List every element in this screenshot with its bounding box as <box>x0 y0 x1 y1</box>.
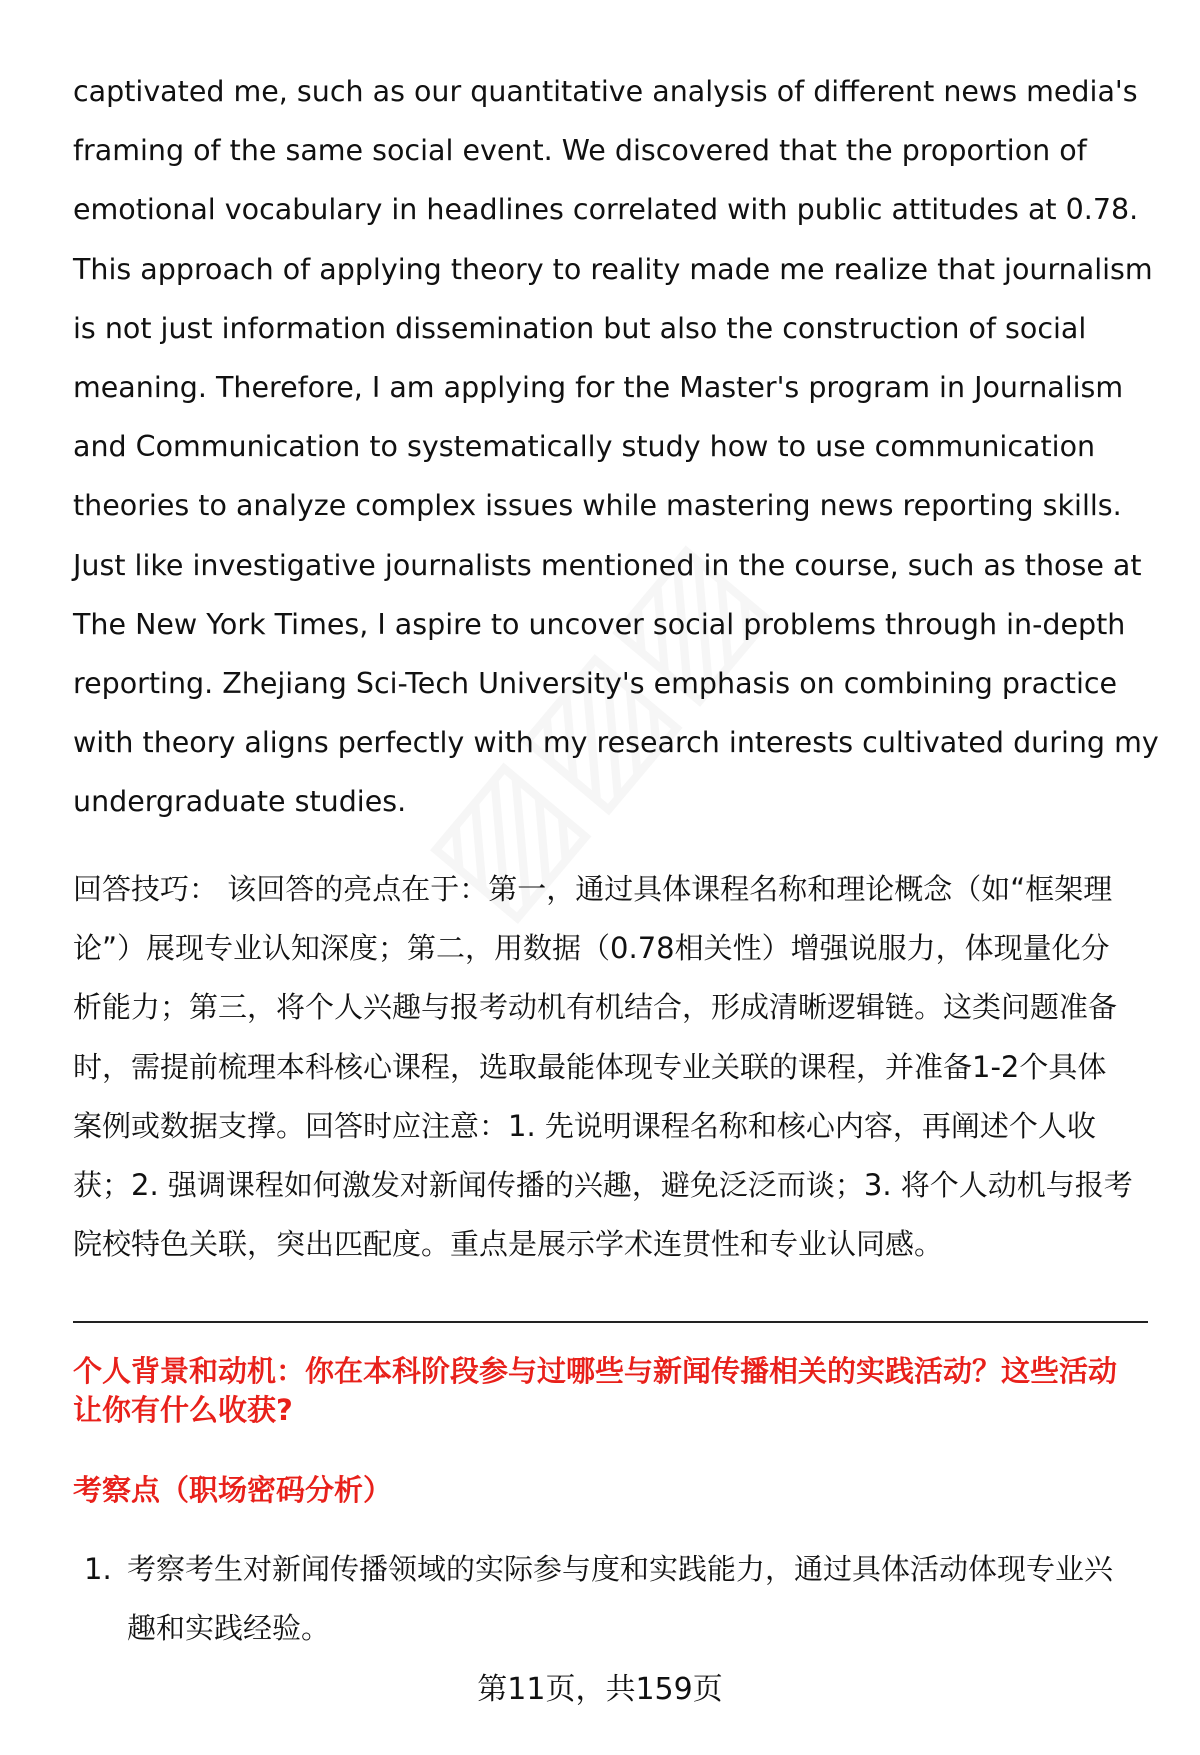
text-line: 考察考生对新闻传播领域的实际参与度和实践能力，通过具体活动体现专业兴 <box>127 1552 1114 1586</box>
text-line: undergraduate studies. <box>73 785 407 819</box>
text-line: captivated me, such as our quantitative analysis of different news media's <box>73 75 1138 108</box>
text-line: 获；2. 强调课程如何激发对新闻传播的兴趣，避免泛泛而谈；3. 将个人动机与报考 <box>73 1167 1133 1202</box>
text-line: The New York Times, I aspire to uncover social problems through in-depth <box>73 607 1126 641</box>
list-number: 1. <box>84 1552 112 1586</box>
text-line: 趣和实践经验。 <box>127 1611 331 1645</box>
text-line: and Communication to systematically study how to use communication <box>73 430 1096 464</box>
text-line: with theory aligns perfectly with my research interests cultivated during my <box>73 726 1159 760</box>
text-line: This approach of applying theory to reality made me realize that journalism <box>73 252 1153 286</box>
text-line: Just like investigative journalists mentioned in the course, such as those at <box>73 548 1142 582</box>
page-number: 第11页，共159页 <box>477 1672 723 1707</box>
text-line: 论”）展现专业认知深度；第二，用数据（0.78相关性）增强说服力，体现量化分 <box>73 931 1110 966</box>
text-line: 院校特色关联，突出匹配度。重点是展示学术连贯性和专业认同感。 <box>73 1227 944 1262</box>
text-line: 时，需提前梳理本科核心课程，选取最能体现专业关联的课程，并准备1-2个具体 <box>73 1049 1107 1084</box>
divider <box>73 1321 1148 1323</box>
text-line: 案例或数据支撑。回答时应注意：1. 先说明课程名称和核心内容，再阐述个人收 <box>73 1108 1096 1143</box>
answer-paragraph <box>73 62 1159 831</box>
question-heading <box>73 1352 1117 1430</box>
text-line: 让你有什么收获? <box>73 1393 293 1427</box>
answer-tips-paragraph <box>73 860 1133 1274</box>
text-line: is not just information dissemination but also the construction of social <box>73 311 1087 345</box>
points-heading: 考察点（职场密码分析） <box>73 1473 393 1507</box>
text-line: meaning. Therefore, I am applying for the Master's program in Journalism <box>73 370 1124 404</box>
text-line: 回答技巧： 该回答的亮点在于：第一，通过具体课程名称和理论概念（如“框架理 <box>73 872 1113 906</box>
text-line: emotional vocabulary in headlines correlated with public attitudes at 0.78. <box>73 193 1139 227</box>
text-line: reporting. Zhejiang Sci-Tech University's emphasis on combining practice <box>73 666 1118 700</box>
text-line: 个人背景和动机：你在本科阶段参与过哪些与新闻传播相关的实践活动？这些活动 <box>73 1354 1118 1388</box>
text-line: framing of the same social event. We discovered that the proportion of <box>73 134 1087 168</box>
text-line: 析能力；第三，将个人兴趣与报考动机有机结合，形成清晰逻辑链。这类问题准备 <box>73 990 1118 1025</box>
text-line: theories to analyze complex issues while mastering news reporting skills. <box>73 489 1122 523</box>
